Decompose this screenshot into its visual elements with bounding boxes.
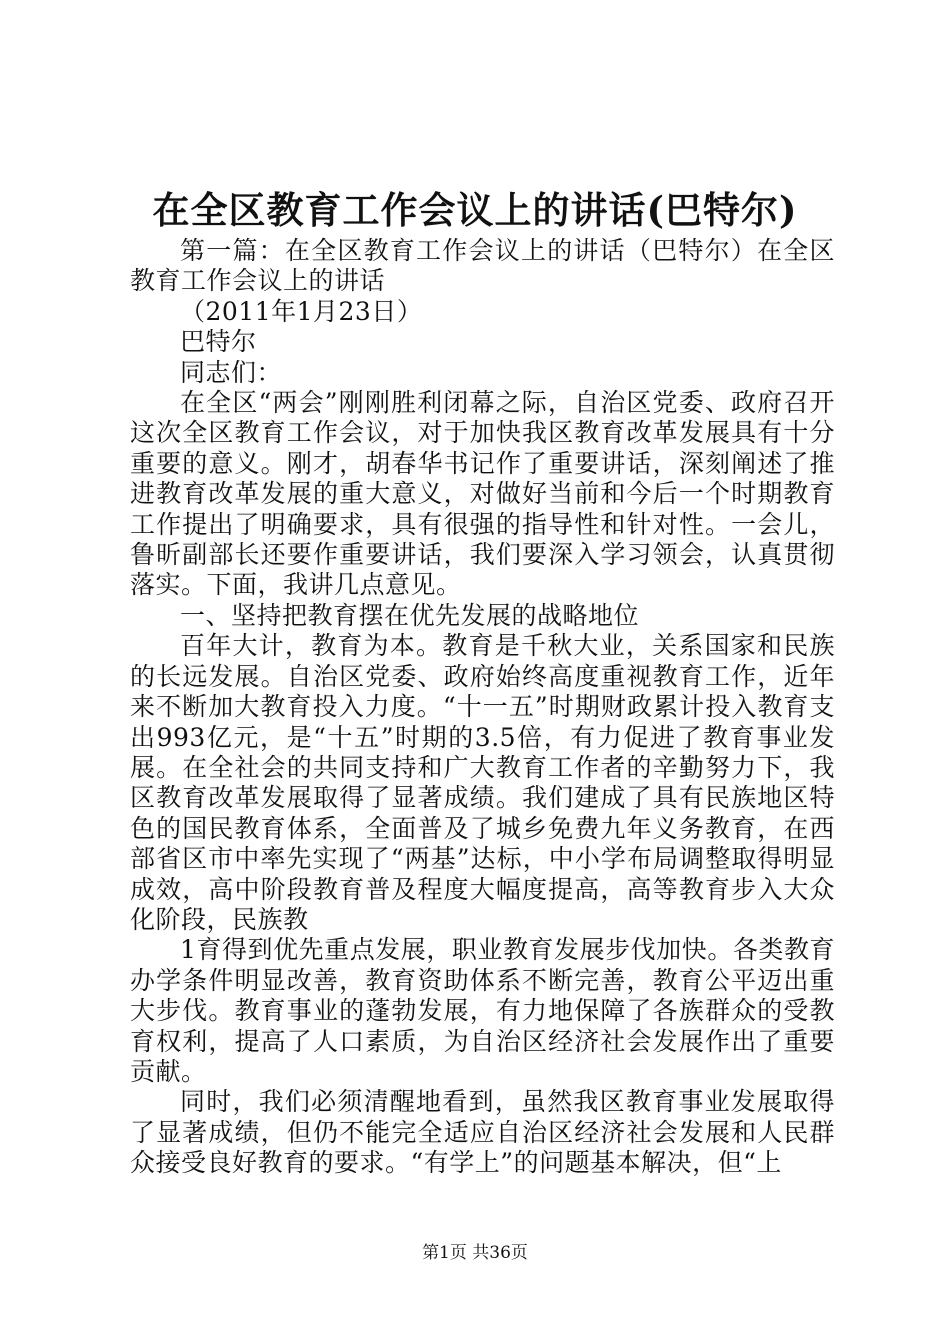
section-heading: 一、坚持把教育摆在优先发展的战略地位 xyxy=(180,600,640,630)
paragraph-achievements-cont: 1育得到优先重点发展，职业教育发展步伐加快。各类教育办学条件明显改善，教育资助体系不断完善，教育公平迈出重大步伐。教育事业的蓬勃发展，有力地保障了各族群众的受教育权利，提高了人口素质，为自治区经济社会发展作出了重要贡献。 xyxy=(130,935,835,1086)
paragraph-achievements: 百年大计，教育为本。教育是千秋大业，关系国家和民族的长远发展。自治区党委、政府始终高度重视教育工作，近年来不断加大教育投入力度。“十一五”时期财政累计投入教育支出993亿元，是“十五”时期的3.5倍，有力促进了教育事业发展。在全社会的共同支持和广大教育工作者的辛勤努力下，我区教育改革发展取得了显著成绩。我们建成了具有民族地区特色的国民教育体系，全面普及了城乡免费九年义务教育，在西部省区市中率先实现了“两基”达标，中小学布局调整取得明显成效，高中阶段教育普及程度大幅度提高，高等教育步入大众化阶段，民族教 xyxy=(130,631,835,934)
paragraph-challenges: 同时，我们必须清醒地看到，虽然我区教育事业发展取得了显著成绩，但仍不能完全适应自治区经济社会发展和人民群众接受良好教育的要求。“有学上”的问题基本解决，但“上 xyxy=(130,1087,835,1178)
page-footer: 第1页 共36页 xyxy=(422,1243,528,1263)
paragraph-speaker: 巴特尔 xyxy=(180,327,257,357)
paragraph-intro: 在全区“两会”刚刚胜利闭幕之际，自治区党委、政府召开这次全区教育工作会议，对于加快我区教育改革发展具有十分重要的意义。刚才，胡春华书记作了重要讲话，深刻阐述了推进教育改革发展的重大意义，对做好当前和今后一个时期教育工作提出了明确要求，具有很强的指导性和针对性。一会儿，鲁昕副部长还要作重要讲话，我们要深入学习领会，认真贯彻落实。下面，我讲几点意见。 xyxy=(130,388,835,600)
paragraph-salutation: 同志们： xyxy=(180,357,283,387)
paragraph-date: （2011年1月23日） xyxy=(180,296,423,326)
document-body xyxy=(130,236,835,1179)
paragraph-heading-line: 第一篇：在全区教育工作会议上的讲话（巴特尔）在全区教育工作会议上的讲话 xyxy=(130,236,835,296)
document-title: 在全区教育工作会议上的讲话(巴特尔) xyxy=(152,188,798,232)
